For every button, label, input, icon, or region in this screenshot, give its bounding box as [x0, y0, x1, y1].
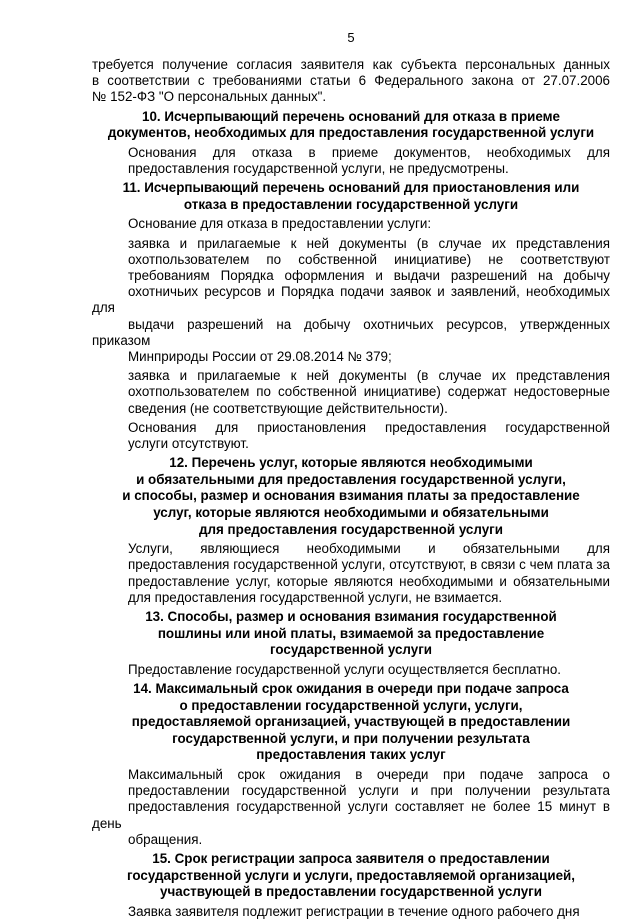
section-heading	[92, 681, 610, 764]
heading-line: предоставления таких услуг	[256, 747, 446, 763]
heading-line: 10. Исчерпывающий перечень оснований для отказа в приеме	[142, 108, 560, 124]
heading-line: и обязательными для предоставления государственной услуги,	[136, 471, 566, 487]
paragraph	[92, 368, 610, 417]
text-line: обращения.	[128, 831, 203, 847]
heading-line: пошлины или иной платы, взимаемой за предоставление	[157, 625, 545, 641]
heading-line: 11. Исчерпывающий перечень оснований для приостановления или	[122, 180, 580, 196]
text-line: Максимальный срок ожидания в очереди при подаче запроса о	[128, 766, 610, 782]
text-line: предоставлении государственной услуги и при получении результата	[128, 783, 610, 799]
paragraph	[92, 57, 610, 106]
paragraph	[92, 216, 610, 232]
heading-line: документов, необходимых для предоставления государственной услуги	[107, 125, 595, 141]
heading-line: участвующей в предоставлении государственной услуги	[160, 884, 542, 900]
text-line: требуется получение согласия заявителя как субъекта персональных данных	[92, 57, 610, 72]
text-line: услуги отсутствуют.	[128, 436, 249, 452]
section-heading	[92, 180, 610, 213]
heading-line: 15. Срок регистрации запроса заявителя о предоставлении	[152, 850, 550, 866]
heading-line: о предоставлении государственной услуги, услуги,	[179, 697, 523, 713]
heading-line: 14. Максимальный срок ожидания в очереди при подаче запроса	[133, 681, 569, 696]
text-line: для предоставления государственной услуги, не взимается.	[128, 589, 503, 605]
heading-line: 13. Способы, размер и основания взимания государственной	[145, 609, 557, 625]
heading-line: государственной услуги и услуги, предоставляемой организацией,	[127, 867, 575, 883]
heading-line: отказа в предоставлении государственной услуги	[183, 196, 519, 212]
heading-line: услуг, которые являются необходимыми и обязательными	[153, 505, 549, 521]
paragraph	[92, 236, 610, 366]
text-line: Заявка заявителя подлежит регистрации в течение одного рабочего дня	[128, 903, 580, 919]
text-line: в соответствии с требованиями статьи 6 Федерального закона от 27.07.2006	[92, 73, 610, 89]
text-line: заявка и прилагаемые к ней документы (в случае их представления	[128, 368, 610, 384]
text-line: № 152-ФЗ "О персональных данных".	[92, 89, 327, 105]
text-line: предоставления государственной услуги, отсутствуют, в связи с чем плата за	[128, 557, 610, 573]
heading-line: и способы, размер и основания взимания платы за предоставление	[122, 488, 580, 504]
text-line: предоставление услуг, которые являются необходимыми и обязательными	[128, 573, 610, 589]
paragraph	[92, 767, 610, 848]
text-line: охотпользователем по собственной инициативе) содержат недостоверные	[128, 384, 610, 400]
section-heading	[92, 109, 610, 142]
text-line: предоставления государственной услуги, не предусмотрены.	[128, 161, 509, 176]
text-line: охотпользователем по собственной инициативе) не соответствуют	[128, 251, 610, 267]
document-body	[92, 57, 610, 920]
heading-line: государственной услуги, и при получении результата	[172, 730, 530, 746]
text-line: Основание для отказа в предоставлении услуги:	[128, 216, 432, 232]
text-line: охотничьих ресурсов и Порядка подачи заявок и заявлений, необходимых для	[92, 284, 610, 316]
text-line: требованиям Порядка оформления и выдачи разрешений на добычу	[128, 268, 610, 283]
paragraph	[92, 145, 610, 177]
text-line: Основания для приостановления предоставления государственной	[128, 419, 610, 435]
text-line: предоставления государственной услуги составляет не более 15 минут в день	[92, 799, 610, 831]
section-heading	[92, 851, 610, 901]
paragraph	[92, 904, 610, 920]
section-heading	[92, 609, 610, 659]
text-line: Основания для отказа в приеме документов, необходимых для	[128, 144, 610, 160]
section-heading	[92, 455, 610, 538]
text-line: Услуги, являющиеся необходимыми и обязательными для	[128, 541, 610, 557]
text-line: выдачи разрешений на добычу охотничьих ресурсов, утвержденных приказом	[92, 316, 610, 348]
paragraph	[92, 420, 610, 452]
text-line: заявка и прилагаемые к ней документы (в случае их представления	[128, 235, 610, 251]
text-line: Минприроды России от 29.08.2014 № 379;	[128, 349, 392, 365]
heading-line: государственной услуги	[269, 642, 433, 658]
heading-line: 12. Перечень услуг, которые являются необходимыми	[169, 455, 533, 471]
text-line: сведения (не соответствующие действительности).	[128, 400, 448, 416]
heading-line: для предоставления государственной услуги	[199, 521, 503, 537]
heading-line: предоставляемой организацией, участвующей в предоставлении	[131, 714, 571, 730]
text-line: Предоставление государственной услуги осуществляется бесплатно.	[128, 661, 561, 677]
paragraph	[92, 662, 610, 678]
page-number: 5	[347, 30, 355, 45]
paragraph	[92, 541, 610, 606]
